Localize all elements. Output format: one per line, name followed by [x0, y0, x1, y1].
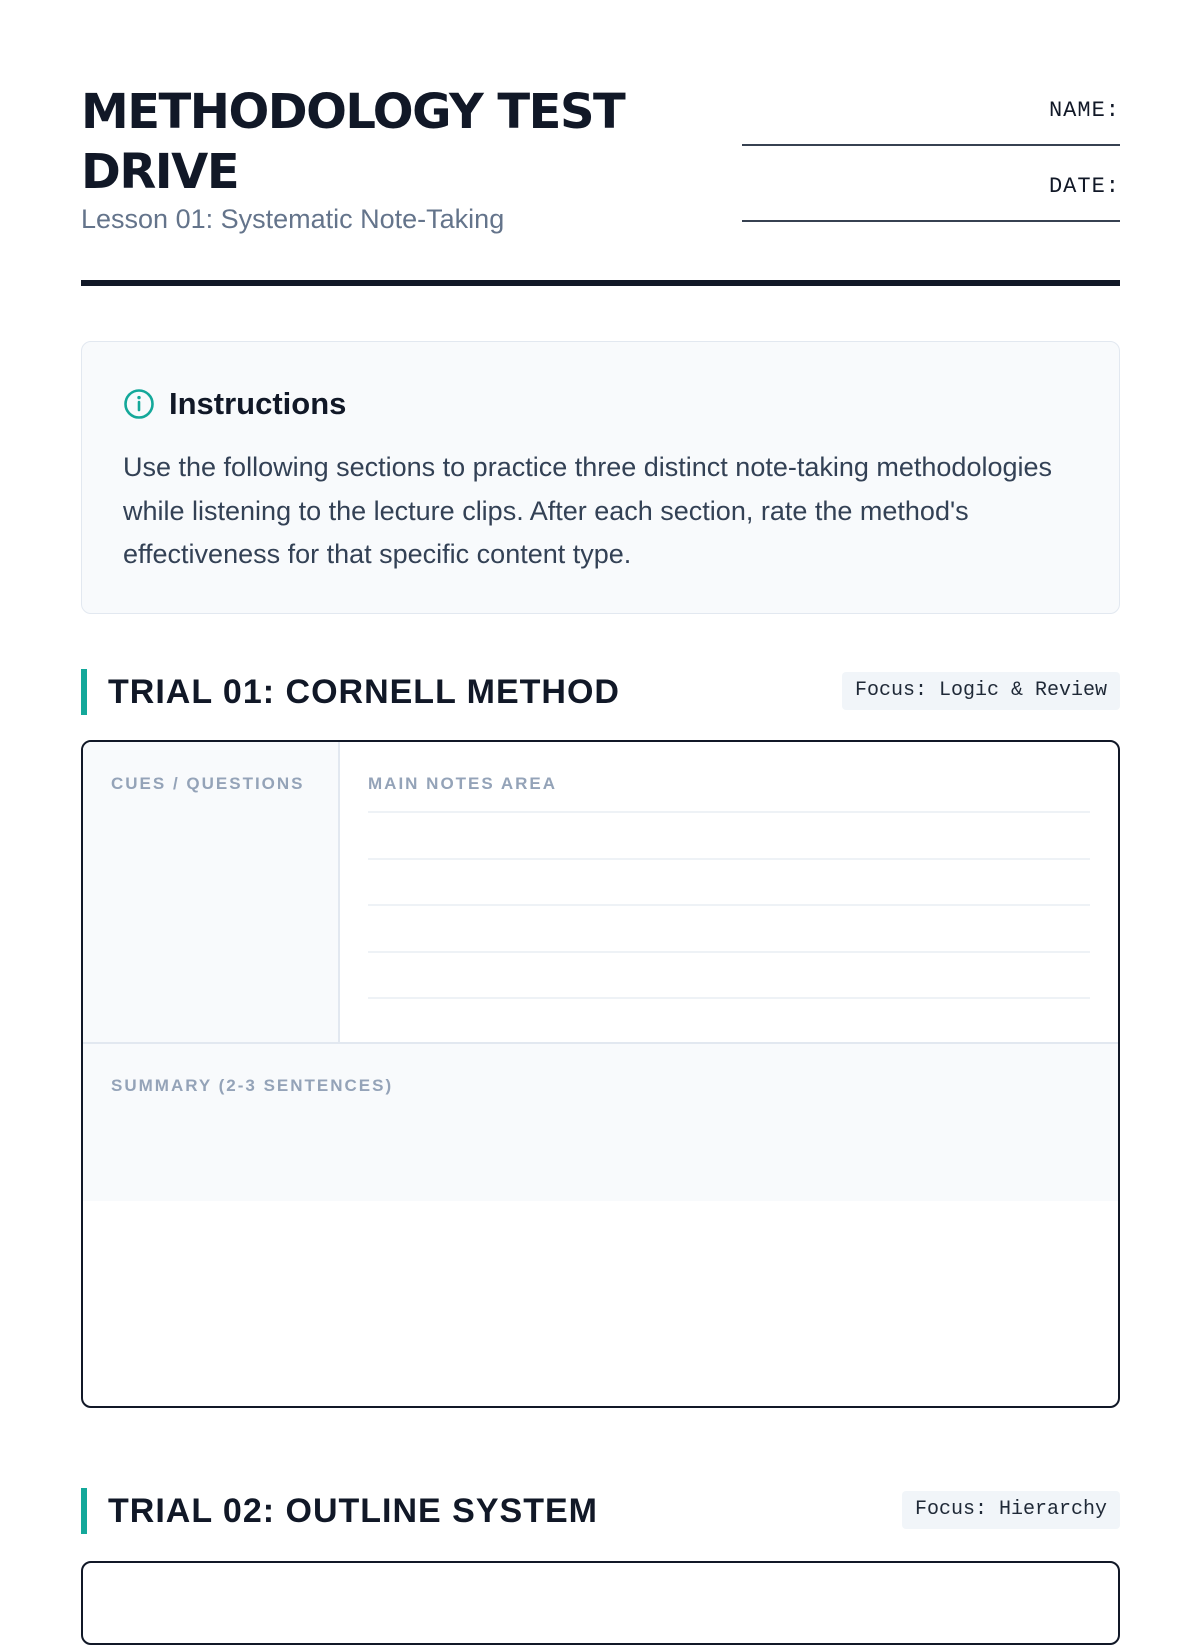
- header-divider: [81, 280, 1120, 286]
- note-line: [368, 811, 1090, 813]
- instructions-box: [81, 341, 1120, 614]
- trial-01-title: TRIAL 01: CORNELL METHOD: [108, 673, 620, 711]
- instructions-title: Instructions: [169, 386, 347, 421]
- date-field-line[interactable]: [742, 220, 1120, 222]
- notes-label: MAIN NOTES AREA: [368, 774, 557, 793]
- page-title: METHODOLOGY TEST DRIVE: [81, 84, 625, 200]
- trial-01-focus-badge: Focus: Logic & Review: [842, 672, 1120, 710]
- note-line: [368, 997, 1090, 999]
- trial-02-focus-badge: Focus: Hierarchy: [902, 1491, 1120, 1529]
- trial-02-header: [81, 1488, 1120, 1536]
- page-subtitle: Lesson 01: Systematic Note-Taking: [81, 204, 505, 234]
- cues-label: CUES / QUESTIONS: [111, 774, 305, 793]
- info-icon: [123, 388, 155, 420]
- name-field-line[interactable]: [742, 144, 1120, 146]
- trial-01-header: [81, 669, 1120, 717]
- trial-accent-bar: [81, 1488, 87, 1534]
- instructions-heading: [123, 386, 346, 422]
- note-line: [368, 951, 1090, 953]
- note-line: [368, 858, 1090, 860]
- instructions-text: Use the following sections to practice three distinct note-taking methodologies while listening to the lecture clips. After each section, rate the method's effectiveness for that specific content type.: [123, 452, 1053, 569]
- cornell-notes-box: [81, 740, 1120, 1408]
- worksheet-header: [81, 76, 1120, 288]
- note-line: [368, 904, 1090, 906]
- date-label: DATE:: [1048, 174, 1120, 199]
- trial-02-title: TRIAL 02: OUTLINE SYSTEM: [108, 1492, 598, 1530]
- trial-accent-bar: [81, 669, 87, 715]
- summary-area[interactable]: [83, 1042, 1118, 1201]
- main-notes-area[interactable]: [340, 742, 1118, 1042]
- student-meta: [740, 98, 1120, 222]
- name-label: NAME:: [1048, 98, 1120, 123]
- outline-notes-box[interactable]: [81, 1561, 1120, 1645]
- cues-column[interactable]: [83, 742, 340, 1042]
- summary-label: SUMMARY (2-3 SENTENCES): [111, 1076, 394, 1095]
